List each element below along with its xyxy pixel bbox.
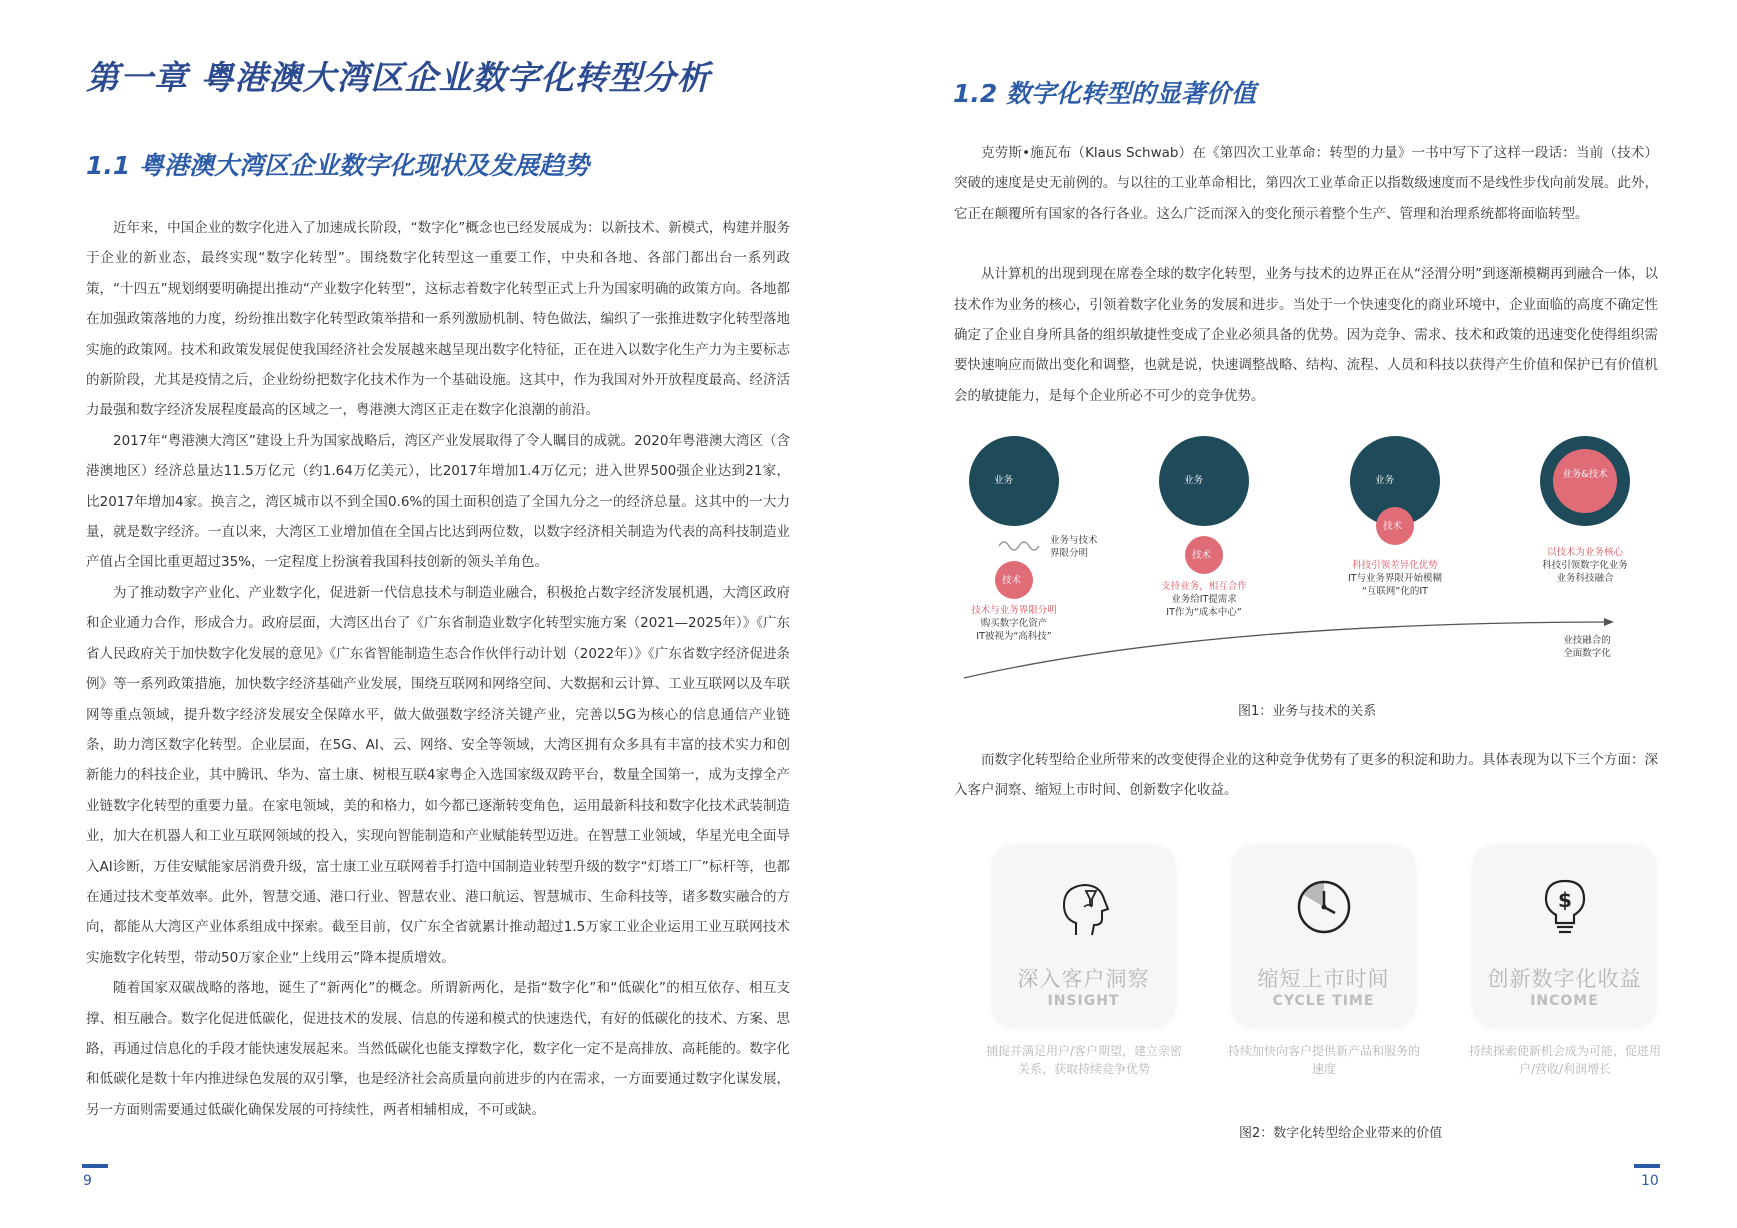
paragraph: 为了推动数字产业化、产业数字化，促进新一代信息技术与制造业融合，积极抢占数字经济发展机遇，大湾区政府和企业通力合作，形成合力。政府层面，大湾区出台了《广东省制造业数字化转型实施方案（2021—2025年）》《广东省人民政府关于加快数字化发展的意见》《广东省智能制造生态合作伙伴行动计划（2022年）》《广东省数字经济促进条例》等一系列政策措施，加快数字经济基础产业发展，围绕互联网和网络空间、大数据和云计算、工业互联网以及车联网等重点领域，提升数字经济发展安全保障水平，做大做强数字经济关键产业，完善以5G为核心的信息通信产业链条，助力湾区数字化转型。企业层面，在5G、AI、云、网络、安全等领域，大湾区拥有众多具有丰富的技术实力和创新能力的科技企业，其中腾讯、华为、富士康、树根互联4家粤企入选国家级双跨平台，数量全国第一，成为支撑全产业链数字化转型的重要力量。在家电领域，美的和格力，如今都已逐渐转变角色，运用最新科技和数字化技术武装制造业，加大在机器人和工业互联网领域的投入，实现向智能制造和产业赋能转型迈进。在智慧工业领域，华星光电全面导入AI诊断，万佳安赋能家居消费升级，富士康工业互联网着手打造中国制造业转型升级的数字“灯塔工厂”标杆等，也都在通过技术变革效率。此外，智慧交通、港口行业、智慧农业、港口航运、智慧城市、生命科技等，诸多数实融合的方向，都能从大湾区产业体系组成中探索。截至目前，仅广东全省就累计推动超过1.5万家工业企业运用工业互联网技术实施数字化转型，带动50万家企业“上线用云”降本提质增效。 [86,584,790,966]
figure-business-tech-relationship [954,428,1666,683]
left-page [0,0,868,1228]
side-note-line: 界限分明 [1050,548,1089,559]
side-note-line: 业务与技术 [1050,535,1098,546]
card-income-description: 持续探索使新机会成为可能，促进用户/营收/利润增长 [1468,1044,1661,1076]
card-income [1473,845,1656,1028]
stage3-description [1335,559,1455,598]
stage1-side-note [1050,534,1098,560]
stage4-merged-label: 业务&技术 [1562,469,1608,480]
money-bulb-icon [1540,877,1590,941]
stage4-line: 科技引领数字化业务 [1542,560,1628,571]
right-page [868,0,1737,1228]
stage3-line: “互联网”化的IT [1362,586,1428,597]
stage1-line: IT被视为“高科技” [976,631,1052,642]
left-body [86,213,790,1125]
card-insight-subtitle: INSIGHT [1047,993,1120,1009]
stage2-business-label: 业务 [1184,475,1204,486]
page-number: 10 [1641,1173,1659,1189]
stage2-tech-label: 技术 [1192,550,1212,561]
paragraph: 2017年“粤港澳大湾区”建设上升为国家战略后，湾区产业发展取得了令人瞩目的成就。2020年粤港澳大湾区（含港澳地区）经济总量达11.5万亿元（约1.64万亿美元），比2017年增加1.4万亿元；进入世界500强企业达到21家，比2017年增加4家。换言之，湾区城市以不到全国0.6%的国土面积创造了全国九分之一的经济总量。这其中的一大力量，就是数字经济。一直以来，大湾区工业增加值在全国占比达到两位数，以数字经济相关制造为代表的高科技制造业产值占全国比重更超过35%，一定程度上扮演着我国科技创新的领头羊角色。 [86,432,790,571]
end-label-line: 全面数字化 [1563,648,1611,659]
card-cycle-description: 持续加快向客户提供新产品和服务的速度 [1227,1044,1420,1076]
paragraph: 克劳斯•施瓦布（Klaus Schwab）在《第四次工业革命：转型的力量》一书中写下了这样一段话：当前（技术）突破的速度是史无前例的。与以往的工业革命相比，第四次工业革命正以指数级速度而不是线性步伐向前发展。此外，它正在颠覆所有国家的各行各业。这么广泛而深入的变化预示着整个生产、管理和治理系统都将面临转型。 [954,145,1658,222]
paragraph: 从计算机的出现到现在席卷全球的数字化转型，业务与技术的边界正在从“泾渭分明”到逐渐模糊再到融合一体，以技术作为业务的核心，引领着数字化业务的发展和进步。当处于一个快速变化的商业环境中，企业面临的高度不确定性确定了企业自身所具备的组织敏捷性变成了企业必须具备的优势。因为竞争、需求、技术和政策的迅速变化使得组织需要快速响应而做出变化和调整，也就是说，快速调整战略、结构、流程、人员和科技以获得产生价值和保护已有价值机会的敏捷能力，是每个企业所必不可少的竞争优势。 [954,266,1658,404]
chapter-title: 第一章 粤港澳大湾区企业数字化转型分析 [86,58,711,97]
card-insight-description: 捕捉并满足用户/客户期望，建立亲密关系，获取持续竞争优势 [985,1044,1183,1076]
stage3-business-label: 业务 [1375,475,1395,486]
stage4-description [1525,546,1645,585]
stage2-description [1144,580,1264,619]
end-label-line: 业技融合的 [1563,635,1611,646]
card-insight-title: 深入客户洞察 [1017,967,1150,991]
end-label [1542,634,1632,660]
paragraph: 近年来，中国企业的数字化进入了加速成长阶段，“数字化”概念也已经发展成为：以新技术、新模式，构建并服务于企业的新业态，最终实现“数字化转型”。围绕数字化转型这一重要工作，中央和各地、各部门都出台一系列政策，“十四五”规划纲要明确提出推动“产业数字化转型”，这标志着数字化转型正式上升为国家明确的政策方向。各地都在加强政策落地的力度，纷纷推出数字化转型政策举措和一系列激励机制、特色做法，编织了一张推进数字化转型落地实施的政策网。技术和政策发展促使我国经济社会发展越来越呈现出数字化特征，正在进入以数字化生产力为主要标志的新阶段，尤其是疫情之后，企业纷纷把数字化技术作为一个基础设施。这其中，作为我国对外开放程度最高、经济活力最强和数字经济发展程度最高的区域之一，粤港澳大湾区正走在数字化浪潮的前沿。 [86,220,790,419]
stage4-inner-circle [1553,449,1617,513]
stage2-highlight: 支持业务，相互合作 [1161,581,1247,592]
page-number-bar [1634,1164,1660,1168]
page-number: 9 [83,1173,92,1189]
page-number-bar [82,1164,108,1168]
card-insight [992,845,1175,1028]
section-title-1-1: 1.1 粤港澳大湾区企业数字化现状及发展趋势 [86,151,589,180]
card-cycle-title: 缩短上市时间 [1257,967,1390,991]
boundary-wave [999,542,1039,550]
clock-icon [1294,877,1354,941]
stage1-line: 购买数字化资产 [980,618,1048,629]
stage4-highlight: 以技术为业务核心 [1546,547,1623,558]
stage4-line: 业务科技融合 [1556,573,1614,584]
right-body-top [954,138,1658,411]
progress-arrowhead [1604,618,1614,626]
stage3-highlight: 科技引领差异化优势 [1352,560,1438,571]
stage3-tech-label: 技术 [1383,521,1403,532]
section-title-1-2: 1.2 数字化转型的显著价值 [953,79,1256,108]
stage1-business-label: 业务 [994,475,1014,486]
card-cycle-subtitle: CYCLE TIME [1272,993,1375,1009]
right-body-bottom [954,745,1658,806]
paragraph: 而数字化转型给企业所带来的改变使得企业的这种竞争优势有了更多的积淀和助力。具体表现为以下三个方面：深入客户洞察、缩短上市时间、创新数字化收益。 [954,752,1658,799]
card-cycle-time [1232,845,1415,1028]
figure2-caption: 图2：数字化转型给企业带来的价值 [1239,1126,1443,1141]
stage2-line: IT作为“成本中心” [1166,607,1242,618]
stage1-business-circle [969,436,1059,526]
stage1-description [954,604,1074,643]
figure1-caption: 图1：业务与技术的关系 [1238,704,1377,719]
stage3-line: IT与业务界限开始模糊 [1347,573,1443,584]
svg-text:$: $ [1557,888,1572,912]
head-insight-icon [1056,877,1112,941]
card-income-title: 创新数字化收益 [1487,967,1642,991]
stage2-line: 业务给IT提需求 [1171,594,1237,605]
paragraph: 随着国家双碳战略的落地，诞生了“新两化”的概念。所谓新两化，是指“数字化”和“低碳化”的相互依存、相互支撑、相互融合。数字化促进低碳化，促进技术的发展、信息的传递和模式的快速迭代，有好的低碳化的技术、方案、思路，再通过信息化的手段才能快速发展起来。当然低碳化也能支撑数字化，数字化一定不是高排放、高耗能的。数字化和低碳化是数十年内推进绿色发展的双引擎，也是经济社会高质量向前进步的内在需求，一方面要通过数字化谋发展，另一方面则需要通过低碳化确保发展的可持续性，两者相辅相成，不可或缺。 [86,980,790,1118]
stage1-tech-label: 技术 [1002,575,1022,586]
card-income-subtitle: INCOME [1530,993,1599,1009]
stage1-highlight: 技术与业务界限分明 [971,605,1057,616]
stage2-business-circle [1159,436,1249,526]
